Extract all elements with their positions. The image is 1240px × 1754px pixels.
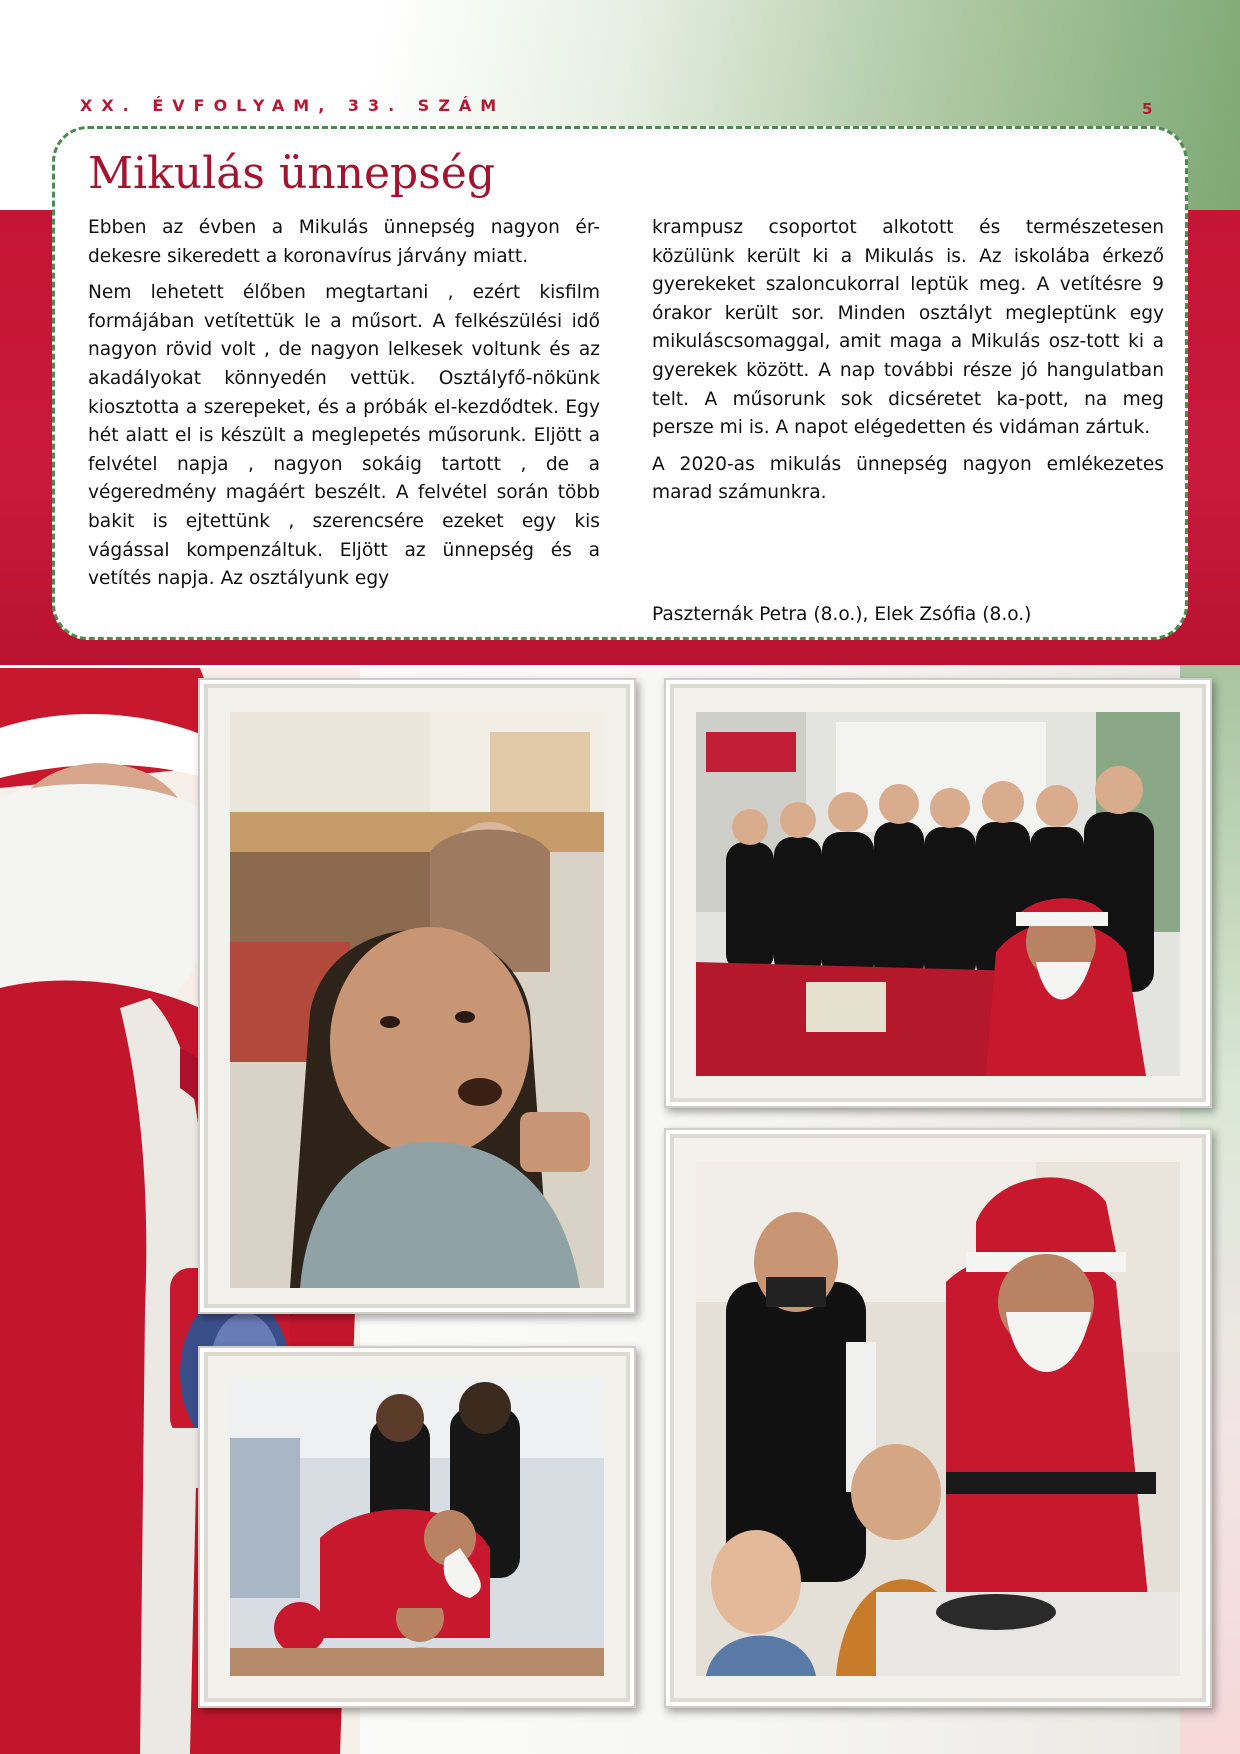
santa-kids-table-photo — [696, 1162, 1180, 1676]
article-title: Mikulás ünnepség — [88, 148, 495, 199]
paragraph: A 2020-as mikulás ünnepség nagyon emlékezetes marad számunkra. — [652, 453, 1164, 504]
paragraph: Ebben az évben a Mikulás ünnepség nagyon ér-dekesre sikeredett a koronavírus járvány miatt. — [88, 217, 600, 267]
paragraph: krampusz csoportot alkotott és természetesen közülünk került ki a Mikulás is. Az iskolába érkező gyerekeket szaloncukorral leptük meg. A vetítésre 9 órakor került sor. Minden osztályt megleptünk egy mikuláscsomaggal, amit maga a Mikulás osz-tott ki a gyerekek között. A nap további része jó hangulatban telt. A műsorunk sok dicséretet ka-pott, na meg persze mi is. A napot elégedetten és vidáman zártuk. — [652, 217, 1164, 439]
article-left-column — [88, 214, 600, 602]
paragraph: Nem lehetett élőben megtartani , ezért kisfilm formájában vetítettük le a műsort. A felkészülési idő nagyon rövid volt , de nagyon lelkesek voltunk és az akadályokat könnyedén vettük. Osztályfő-nökünk kiosztotta a szerepeket, és a próbák el-kezdődtek. Egy hét alatt el is készült a meglepetés műsorunk. Eljött a felvétel napja , nagyon sokáig tartott , de a végeredmény magáért beszélt. A felvétel során több bakit is ejtettünk , szerencsére ezeket egy kis vágással kompenzáltuk. Eljött az ünnepség és a vetítés napja. Az osztályunk egy — [88, 282, 600, 590]
santa-children-photo — [230, 1378, 604, 1676]
class-group-photo — [696, 712, 1180, 1076]
page-number: 5 — [1142, 100, 1153, 118]
article-author: Paszternák Petra (8.o.), Elek Zsófia (8.o.) — [652, 604, 1032, 625]
girl-classroom-photo — [230, 712, 604, 1288]
issue-header: XX. ÉVFOLYAM, 33. SZÁM — [80, 96, 506, 115]
article-right-column — [652, 214, 1164, 516]
